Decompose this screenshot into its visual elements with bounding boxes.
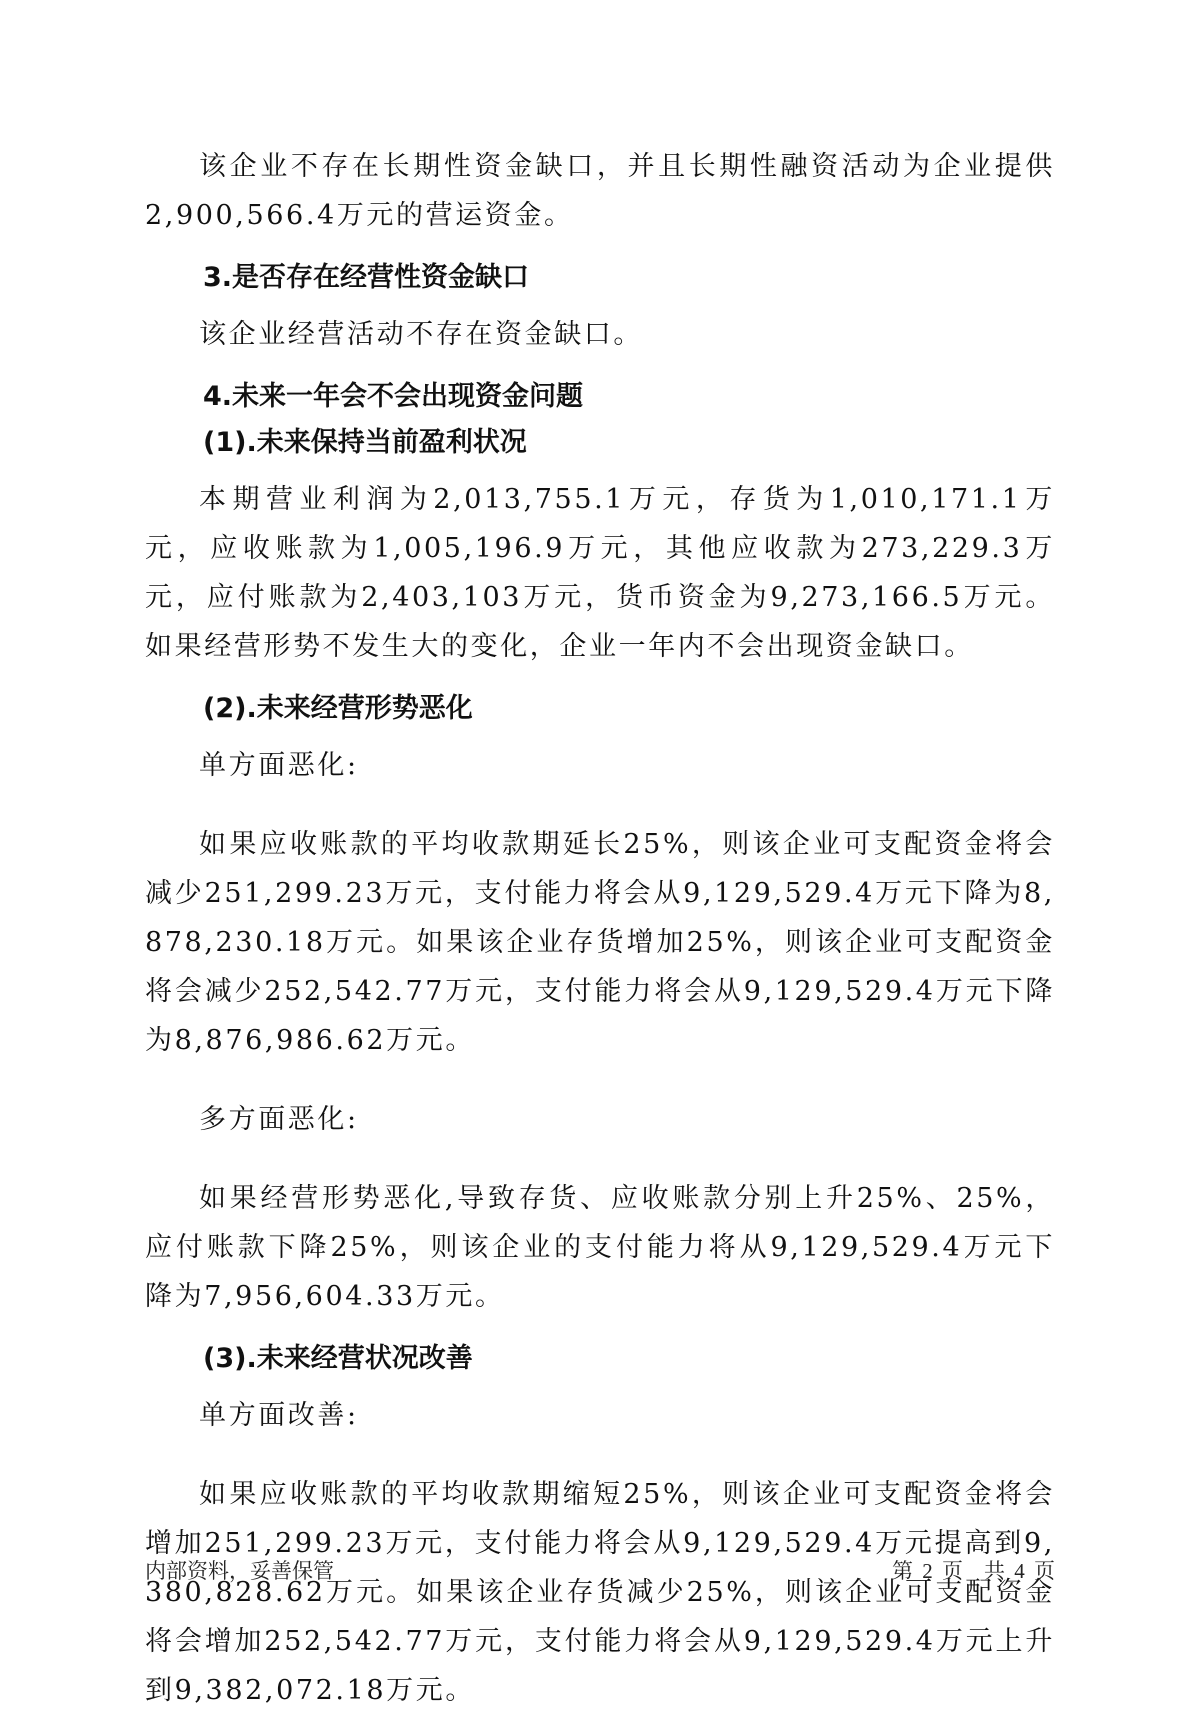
paragraph-multi-deterioration-label: 多方面恶化: (199, 1104, 359, 1135)
paragraph-long-term-funding: 该企业不存在长期性资金缺口，并且长期性融资活动为企业提供2,900,566.4万元的营运资金。 (145, 151, 1055, 231)
heading-keep-profit: (1).未来保持当前盈利状况 (203, 427, 527, 458)
paragraph-multi-deterioration: 如果经营形势恶化,导致存货、应收账款分别上升25%、25%，应付账款下降25%，则该企业的支付能力将从9,129,529.4万元下降为7,956,604.33万元。 (145, 1183, 1055, 1312)
paragraph-single-deterioration: 如果应收账款的平均收款期延长25%，则该企业可支配资金将会减少251,299.23万元，支付能力将会从9,129,529.4万元下降为8,878,230.18万元。如果该企业存货增加25%，则该企业可支配资金将会减少252,542.77万元，支付能力将会从9,129,529.4万元下降为8,876,986.62万元。 (145, 829, 1055, 1056)
document-body (145, 142, 1055, 1715)
footer-confidential-note: 内部资料，妥善保管 (145, 1559, 334, 1583)
heading-operating-gap: 3.是否存在经营性资金缺口 (203, 262, 530, 293)
paragraph-single-improvement: 如果应收账款的平均收款期缩短25%，则该企业可支配资金将会增加251,299.23万元，支付能力将会从9,129,529.4万元提高到9,380,828.62万元。如果该企业存货减少25%，则该企业可支配资金将会增加252,542.77万元，支付能力将会从9,129,529.4万元上升到9,382,072.18万元。 (145, 1479, 1055, 1706)
heading-improvement: (3).未来经营状况改善 (203, 1343, 473, 1374)
footer-page-number: 第 2 页 共 4 页 (892, 1559, 1055, 1583)
paragraph-single-improvement-label: 单方面改善: (199, 1400, 359, 1431)
paragraph-current-profit: 本期营业利润为2,013,755.1万元，存货为1,010,171.1万元，应收账款为1,005,196.9万元，其他应收款为273,229.3万元，应付账款为2,403,103万元，货币资金为9,273,166.5万元。如果经营形势不发生大的变化，企业一年内不会出现资金缺口。 (145, 484, 1055, 662)
paragraph-single-deterioration-label: 单方面恶化: (199, 750, 359, 781)
paragraph-operating-gap: 该企业经营活动不存在资金缺口。 (199, 319, 643, 350)
heading-next-year: 4.未来一年会不会出现资金问题 (203, 381, 584, 412)
heading-deterioration: (2).未来经营形势恶化 (203, 693, 473, 724)
